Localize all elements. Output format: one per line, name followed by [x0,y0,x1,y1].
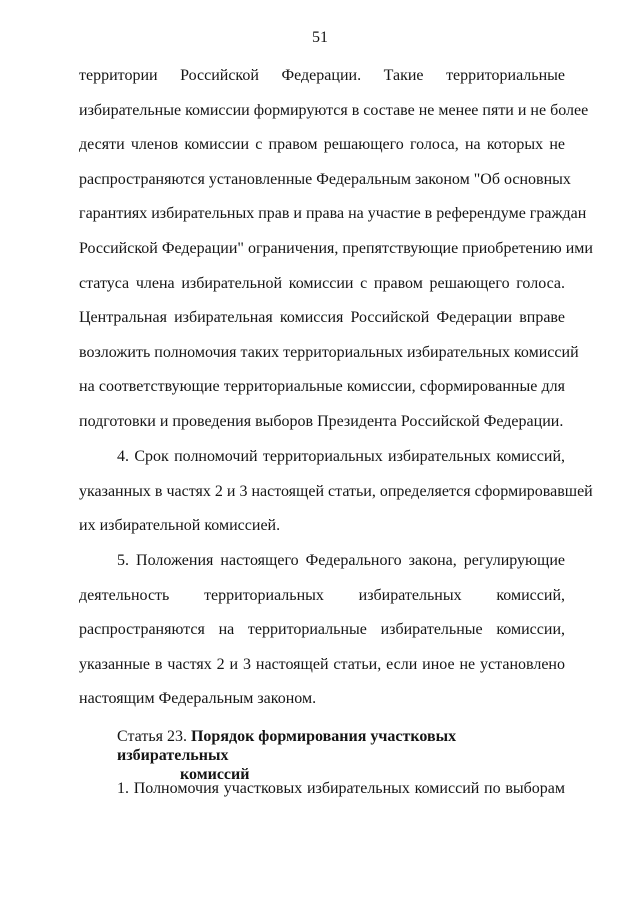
text-line: деятельность территориальных избирательных комиссий, [79,586,565,604]
paragraph-1-start: 1. Полномочия участковых избирательных комиссий по выборам [117,780,565,797]
text-line: распространяются установленные Федеральным законом "Об основных [79,170,571,188]
article-title: Порядок формирования участковых избирательных [117,728,457,764]
article-heading [117,727,565,784]
text-line: десяти членов комиссии с правом решающего голоса, на которых не [79,136,565,154]
page-number: 51 [312,29,328,46]
text-line: 4. Срок полномочий территориальных избирательных комиссий, [117,448,565,465]
text-line: их избирательной комиссией. [79,517,281,535]
article-title-continuation: комиссий [180,766,250,783]
text-line: указанных в частях 2 и 3 настоящей статьи, определяется сформировавшей [79,482,593,500]
text-line: Российской Федерации" ограничения, препятствующие приобретению ими [79,239,593,257]
text-line: 5. Положения настоящего Федерального закона, регулирующие [117,552,565,569]
text-line: избирательные комиссии формируются в составе не менее пяти и не более [79,101,589,119]
text-line: гарантиях избирательных прав и права на участие в референдуме граждан [79,205,587,223]
text-line: возложить полномочия таких территориальных избирательных комиссий [79,343,579,361]
text-line: указанные в частях 2 и 3 настоящей статьи, если иное не установлено [79,655,565,673]
paragraph-4 [79,447,593,551]
text-line: статуса члена избирательной комиссии с правом решающего голоса. [79,274,565,292]
text-line: Центральная избирательная комиссия Российской Федерации вправе [79,309,565,327]
text-line: на соответствующие территориальные комиссии, сформированные для [79,378,565,396]
text-line: настоящим Федеральным законом. [79,690,317,708]
article-number: Статья 23. [117,728,187,745]
paragraph-continuation [79,66,593,447]
text-line: распространяются на территориальные избирательные комиссии, [79,621,565,639]
text-line: подготовки и проведения выборов Президента Российской Федерации. [79,412,564,430]
text-line: территории Российской Федерации. Такие территориальные [79,67,565,84]
paragraph-5 [79,551,565,724]
